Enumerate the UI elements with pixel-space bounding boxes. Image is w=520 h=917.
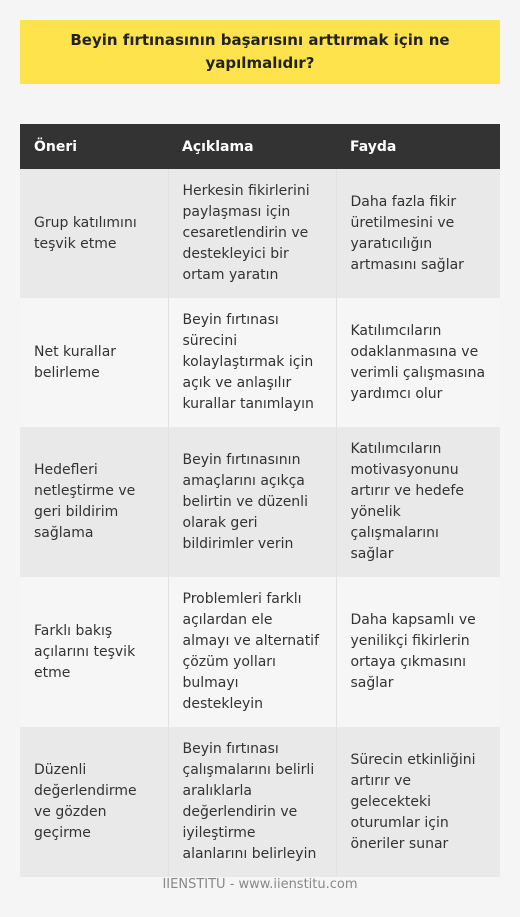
cell-fayda: Daha kapsamlı ve yenilikçi fikirlerin ortaya çıkmasını sağlar [336,577,500,727]
column-header-oneri: Öneri [20,124,168,169]
cell-oneri: Farklı bakış açılarını teşvik etme [20,577,168,727]
cell-fayda: Katılımcıların motivasyonunu artırır ve hedefe yönelik çalışmalarını sağlar [336,427,500,577]
table-row [20,727,500,877]
column-header-fayda: Fayda [336,124,500,169]
cell-oneri: Hedefleri netleştirme ve geri bildirim sağlama [20,427,168,577]
cell-aciklama: Beyin fırtınası sürecini kolaylaştırmak için açık ve anlaşılır kurallar tanımlayın [168,298,336,427]
cell-oneri: Grup katılımını teşvik etme [20,169,168,298]
cell-aciklama: Herkesin fikirlerini paylaşması için cesaretlendirin ve destekleyici bir ortam yaratın [168,169,336,298]
cell-fayda: Sürecin etkinliğini artırır ve gelecekteki oturumlar için öneriler sunar [336,727,500,877]
footer-credit: IIENSTITU - www.iienstitu.com [162,877,358,892]
table-row [20,298,500,427]
table-row [20,169,500,298]
cell-fayda: Daha fazla fikir üretilmesini ve yaratıcılığın artmasını sağlar [336,169,500,298]
title-banner [20,20,500,84]
table-row [20,577,500,727]
table-row [20,427,500,577]
cell-oneri: Düzenli değerlendirme ve gözden geçirme [20,727,168,877]
cell-aciklama: Beyin fırtınası çalışmalarını belirli aralıklarla değerlendirin ve iyileştirme alanlarını belirleyin [168,727,336,877]
cell-fayda: Katılımcıların odaklanmasına ve verimli çalışmasına yardımcı olur [336,298,500,427]
column-header-aciklama: Açıklama [168,124,336,169]
page-title: Beyin fırtınasının başarısını arttırmak için ne yapılmalıdır? [70,31,450,72]
table-header-row [20,124,500,169]
cell-aciklama: Beyin fırtınasının amaçlarını açıkça belirtin ve düzenli olarak geri bildirimler verin [168,427,336,577]
recommendations-table [20,124,500,877]
cell-aciklama: Problemleri farklı açılardan ele almayı ve alternatif çözüm yolları bulmayı destekleyin [168,577,336,727]
cell-oneri: Net kurallar belirleme [20,298,168,427]
